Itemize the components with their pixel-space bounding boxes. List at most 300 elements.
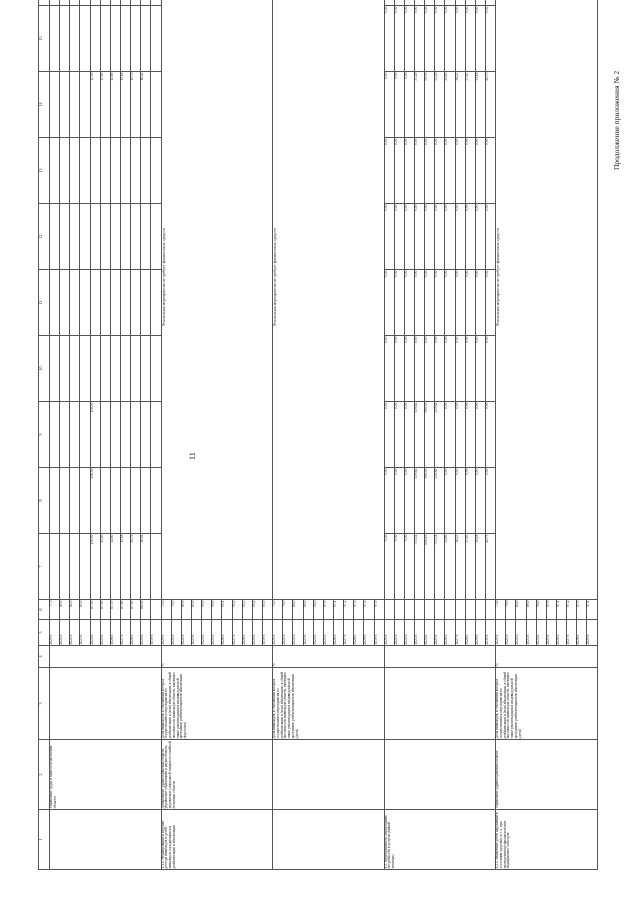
cell-c4: % <box>273 646 385 668</box>
amount-cell: 339,62 <box>435 402 445 468</box>
amount-cell <box>110 0 120 6</box>
continuation-label: Продолжение приложения № 2 <box>612 70 621 170</box>
amount-cell <box>90 336 100 402</box>
amount-cell: 599,05 <box>425 402 435 468</box>
column-header <box>39 0 50 6</box>
amount-cell: 0,00 <box>475 204 485 270</box>
value-cell: 95,0 <box>212 600 222 620</box>
amount-cell: 0,00 <box>404 270 414 336</box>
amount-cell <box>70 402 80 468</box>
amount-cell: 0,00 <box>486 468 496 534</box>
amount-cell <box>110 138 120 204</box>
amount-cell: 37,67 <box>465 534 475 600</box>
amount-cell: 0,00 <box>404 204 414 270</box>
amount-cell <box>151 534 161 600</box>
amount-cell <box>404 0 414 6</box>
amount-cell: 0,00 <box>404 6 414 72</box>
value-cell: 87,50 <box>100 600 110 620</box>
amount-cell: 0,00 <box>465 270 475 336</box>
value-cell: 84,0 <box>516 600 526 620</box>
value-cell: 95,5 <box>262 600 272 620</box>
cell-c1: 1.2. Мероприятия по определению потребности в услугах ранней помощи» <box>384 810 496 870</box>
amount-cell: 0,00 <box>415 204 425 270</box>
value-cell: 89,0 <box>526 600 536 620</box>
amount-cell <box>110 270 120 336</box>
amount-cell <box>131 468 141 534</box>
amount-cell: 0,00 <box>445 402 455 468</box>
year-cell: 2024 г. <box>202 620 212 646</box>
amount-cell <box>50 138 60 204</box>
amount-cell <box>50 270 60 336</box>
amount-cell: 15,18 <box>120 534 130 600</box>
amount-cell <box>110 468 120 534</box>
year-cell: 2021 г. <box>60 620 70 646</box>
amount-cell <box>151 204 161 270</box>
amount-cell: 14,60 <box>110 72 120 138</box>
amount-cell: 373,11 <box>415 534 425 600</box>
amount-cell <box>80 138 90 204</box>
page-number: 11 <box>188 452 197 460</box>
year-cell: 2020 г. <box>161 620 171 646</box>
value-cell: 79,0 <box>506 600 516 620</box>
amount-cell: 0,00 <box>445 138 455 204</box>
year-cell: 2027 г. <box>344 620 354 646</box>
amount-cell <box>70 204 80 270</box>
amount-cell <box>141 6 151 72</box>
amount-cell: 15,79 <box>131 72 141 138</box>
funding-note: Реализация мероприятия не требует финансовых средств <box>273 0 385 600</box>
year-cell: 2023 г. <box>303 620 313 646</box>
amount-cell: 33,49 <box>435 72 445 138</box>
amount-cell <box>384 0 394 6</box>
year-cell: 2030 г. <box>374 620 384 646</box>
amount-cell <box>60 402 70 468</box>
amount-cell <box>120 6 130 72</box>
value-cell <box>425 600 435 620</box>
column-header: 4 <box>39 646 50 668</box>
amount-cell: 0,00 <box>394 204 404 270</box>
amount-cell <box>394 0 404 6</box>
amount-cell <box>455 0 465 6</box>
amount-cell <box>120 138 130 204</box>
amount-cell: 0,00 <box>394 138 404 204</box>
amount-cell <box>50 72 60 138</box>
value-cell: 73,8 <box>496 600 506 620</box>
amount-cell: 15,79 <box>131 534 141 600</box>
amount-cell: 15,18 <box>120 72 130 138</box>
amount-cell: 34,83 <box>445 72 455 138</box>
amount-cell <box>90 204 100 270</box>
amount-cell <box>60 0 70 6</box>
year-cell: 2030 г. <box>262 620 272 646</box>
amount-cell: 0,00 <box>465 468 475 534</box>
year-cell: 2023 г. <box>191 620 201 646</box>
cell-c4: % <box>496 646 598 668</box>
year-cell: 2026 г. <box>110 620 120 646</box>
cell-c3 <box>384 668 496 740</box>
amount-cell <box>445 0 455 6</box>
amount-cell: 0,00 <box>445 6 455 72</box>
column-header: 3 <box>39 668 50 740</box>
cell-c1: 1.2.1. Выявление детей нарушений в состоянии здоровья, в т. ч. при проведении профилактических медицинских осмотров <box>496 810 598 870</box>
amount-cell <box>70 0 80 6</box>
amount-cell <box>131 402 141 468</box>
year-cell: 2020 г. <box>50 620 60 646</box>
value-cell: 90,0 <box>202 600 212 620</box>
year-cell: 2025 г. <box>435 620 445 646</box>
amount-cell: 0,00 <box>384 270 394 336</box>
amount-cell <box>60 270 70 336</box>
amount-cell <box>90 0 100 6</box>
value-cell: 87,50 <box>90 600 100 620</box>
amount-cell: 0,00 <box>394 468 404 534</box>
amount-cell <box>141 402 151 468</box>
table-row <box>161 0 171 870</box>
amount-cell: 0,00 <box>486 204 496 270</box>
value-cell: 85,0 <box>191 600 201 620</box>
value-cell: 97,2 <box>344 600 354 620</box>
amount-cell: 0,00 <box>404 138 414 204</box>
amount-cell: 373,11 <box>435 534 445 600</box>
amount-cell <box>60 6 70 72</box>
amount-cell <box>80 534 90 600</box>
value-cell: 97,3 <box>577 600 587 620</box>
amount-cell: 0,00 <box>394 270 404 336</box>
amount-cell: 36,23 <box>455 72 465 138</box>
amount-cell <box>151 270 161 336</box>
amount-cell: 37,67 <box>465 72 475 138</box>
year-cell: 2020 г. <box>273 620 283 646</box>
amount-cell <box>50 6 60 72</box>
amount-cell: 0,00 <box>465 204 475 270</box>
amount-cell: 0,00 <box>455 468 465 534</box>
amount-cell: 0,00 <box>455 204 465 270</box>
cell-c3: Доля инвалидов, в отношении которых осуществлялись мероприятия по реабилитации и (или) абилитации, в общей численности инвалидов области, имеющих такие рекомендации в индивидуальной программе реабилитации или абилитации (дети) <box>496 668 598 740</box>
amount-cell <box>151 468 161 534</box>
amount-cell <box>120 204 130 270</box>
amount-cell <box>90 6 100 72</box>
cell-c4 <box>384 646 496 668</box>
year-cell: 2022 г. <box>181 620 191 646</box>
year-cell: 2027 г. <box>232 620 242 646</box>
amount-cell <box>60 72 70 138</box>
amount-cell: 0,00 <box>465 138 475 204</box>
value-cell <box>465 600 475 620</box>
value-cell <box>151 600 161 620</box>
amount-cell <box>70 138 80 204</box>
year-cell: 2030 г. <box>151 620 161 646</box>
amount-cell <box>50 336 60 402</box>
amount-cell: 0,00 <box>455 270 465 336</box>
amount-cell: 33,49 <box>415 72 425 138</box>
year-cell: 2021 г. <box>506 620 516 646</box>
cell-c2 <box>384 740 496 810</box>
year-cell: 2028 г. <box>465 620 475 646</box>
value-cell: 97,1 <box>557 600 567 620</box>
year-cell: 2026 г. <box>333 620 343 646</box>
amount-cell <box>151 72 161 138</box>
cell-c1: 1.1.1. Формирование и ведение реестра инвалидов и детей-инвалидов, нуждающихся в реабилитации и абилитации <box>161 810 273 870</box>
year-cell: 2029 г. <box>475 620 485 646</box>
year-cell: 2029 г. <box>252 620 262 646</box>
column-header: 5 <box>39 620 50 646</box>
value-cell: 80,0 <box>181 600 191 620</box>
value-cell: 97,0 <box>323 600 333 620</box>
amount-cell: 0,00 <box>455 6 465 72</box>
year-cell: 2025 г. <box>100 620 110 646</box>
amount-cell <box>100 468 110 534</box>
amount-cell <box>80 468 90 534</box>
amount-cell: 0,00 <box>384 402 394 468</box>
cell-c2: Департамент здравоохранения области, управление образования и науки области, управление социальной защиты и семейной политики области <box>161 740 273 810</box>
amount-cell: 0,00 <box>475 336 485 402</box>
amount-cell: 130,00 <box>90 534 100 600</box>
value-cell: 97,4 <box>587 600 598 620</box>
amount-cell <box>60 534 70 600</box>
amount-cell: 0,00 <box>384 6 394 72</box>
cell-c4: % <box>161 646 273 668</box>
year-cell: 2028 г. <box>354 620 364 646</box>
amount-cell <box>70 72 80 138</box>
amount-cell <box>151 402 161 468</box>
amount-cell <box>70 270 80 336</box>
table-row <box>273 0 283 870</box>
year-cell: 2020 г. <box>496 620 506 646</box>
amount-cell: 0,00 <box>404 468 414 534</box>
column-header: 11 <box>39 270 50 336</box>
value-cell: 95,1 <box>222 600 232 620</box>
value-cell: 79,0 <box>283 600 293 620</box>
column-header: 13 <box>39 138 50 204</box>
funding-note: Реализация мероприятия не требует финансовых средств <box>161 0 273 600</box>
amount-cell: 0,00 <box>486 336 496 402</box>
year-cell: 2022 г. <box>70 620 80 646</box>
amount-cell <box>50 0 60 6</box>
amount-cell <box>60 336 70 402</box>
amount-cell <box>131 270 141 336</box>
amount-cell <box>100 336 110 402</box>
amount-cell <box>131 204 141 270</box>
amount-cell <box>70 336 80 402</box>
value-cell: 97,1 <box>333 600 343 620</box>
value-cell: 87,80 <box>120 600 130 620</box>
amount-cell <box>60 468 70 534</box>
amount-cell: 0,00 <box>404 72 414 138</box>
amount-cell: 0,00 <box>384 204 394 270</box>
value-cell: 97,4 <box>364 600 374 620</box>
year-cell: 2028 г. <box>242 620 252 646</box>
amount-cell <box>100 138 110 204</box>
amount-cell <box>80 402 90 468</box>
value-cell: 94,0 <box>536 600 546 620</box>
amount-cell: 0,00 <box>394 402 404 468</box>
amount-cell <box>415 0 425 6</box>
amount-cell <box>60 138 70 204</box>
year-cell: 2025 г. <box>546 620 556 646</box>
cell-c3: Доля инвалидов, в отношении которых осуществлялись мероприятия по реабилитации и (или) абилитации, в общей численности инвалидов области, имеющих такие рекомендации в индивидуальной программе реабилитации или абилитации (взрослые) <box>161 668 273 740</box>
value-cell <box>455 600 465 620</box>
amount-cell: 0,00 <box>394 534 404 600</box>
column-header: 6 <box>39 600 50 620</box>
amount-cell <box>110 204 120 270</box>
value-cell <box>486 600 496 620</box>
value-cell: 95,3 <box>242 600 252 620</box>
amount-cell: 0,00 <box>445 204 455 270</box>
amount-cell <box>425 0 435 6</box>
amount-cell: 0,00 <box>404 534 414 600</box>
amount-cell <box>141 0 151 6</box>
value-cell: 84,0 <box>293 600 303 620</box>
amount-cell: 0,00 <box>425 138 435 204</box>
amount-cell: 0,00 <box>455 336 465 402</box>
cell-c2 <box>273 740 385 810</box>
amount-cell <box>131 138 141 204</box>
year-cell: 2021 г. <box>283 620 293 646</box>
column-header: 7 <box>39 534 50 600</box>
amount-cell <box>80 6 90 72</box>
year-cell: 2029 г. <box>587 620 598 646</box>
amount-cell <box>120 402 130 468</box>
amount-cell: 0,00 <box>425 270 435 336</box>
value-cell: 95,2 <box>232 600 242 620</box>
amount-cell: 0,00 <box>415 336 425 402</box>
amount-cell: 40,75 <box>486 72 496 138</box>
cell-c2: Управление труда и занятости населения области <box>50 740 162 810</box>
value-cell: 75,0 <box>171 600 181 620</box>
column-header: 12 <box>39 204 50 270</box>
amount-cell <box>465 0 475 6</box>
amount-cell <box>141 138 151 204</box>
amount-cell: 656,10 <box>425 534 435 600</box>
amount-cell <box>110 402 120 468</box>
amount-cell: 0,00 <box>435 336 445 402</box>
amount-cell <box>141 204 151 270</box>
amount-cell <box>151 336 161 402</box>
amount-cell: 0,00 <box>445 468 455 534</box>
cell-c1 <box>273 810 385 870</box>
year-cell: 2028 г. <box>131 620 141 646</box>
amount-cell: 0,00 <box>415 270 425 336</box>
amount-cell: 0,00 <box>415 6 425 72</box>
amount-cell: 0,00 <box>384 138 394 204</box>
table-row <box>496 0 506 870</box>
cell-c1 <box>50 810 162 870</box>
year-cell: 2022 г. <box>404 620 414 646</box>
column-header: 8 <box>39 468 50 534</box>
amount-cell: 36,23 <box>455 534 465 600</box>
amount-cell <box>50 204 60 270</box>
cell-c4 <box>50 646 162 668</box>
year-cell: 2022 г. <box>293 620 303 646</box>
amount-cell <box>80 204 90 270</box>
amount-cell: 16,42 <box>141 534 151 600</box>
value-cell: 85,0 <box>80 600 90 620</box>
amount-cell: 0,00 <box>445 270 455 336</box>
program-table <box>38 0 598 870</box>
amount-cell <box>90 138 100 204</box>
value-cell: 94,0 <box>313 600 323 620</box>
year-cell: 2026 г. <box>222 620 232 646</box>
amount-cell: 0,00 <box>455 138 465 204</box>
amount-cell <box>435 0 445 6</box>
amount-cell: 0,00 <box>486 402 496 468</box>
cell-c3 <box>50 668 162 740</box>
amount-cell <box>100 402 110 468</box>
amount-cell: 339,62 <box>435 468 445 534</box>
value-cell: 77,5 <box>50 600 60 620</box>
amount-cell: 34,83 <box>445 534 455 600</box>
amount-cell: 13,65 <box>100 534 110 600</box>
header-row <box>39 0 50 870</box>
amount-cell: 136,50 <box>90 402 100 468</box>
amount-cell: 0,00 <box>384 72 394 138</box>
amount-cell: 0,00 <box>425 336 435 402</box>
value-cell: 97,0 <box>546 600 556 620</box>
amount-cell: 339,62 <box>415 468 425 534</box>
amount-cell <box>100 6 110 72</box>
amount-cell: 0,00 <box>445 336 455 402</box>
amount-cell <box>110 336 120 402</box>
column-header: 14 <box>39 72 50 138</box>
amount-cell: 0,00 <box>435 204 445 270</box>
amount-cell: 0,00 <box>486 270 496 336</box>
value-cell: 75,0 <box>273 600 283 620</box>
table-row <box>384 0 394 870</box>
value-cell: 95,4 <box>252 600 262 620</box>
amount-cell <box>50 534 60 600</box>
amount-cell: 0,00 <box>384 534 394 600</box>
amount-cell: 59,05 <box>425 72 435 138</box>
column-header: 10 <box>39 336 50 402</box>
value-cell: 89,0 <box>303 600 313 620</box>
amount-cell: 16,42 <box>141 72 151 138</box>
amount-cell <box>100 204 110 270</box>
year-cell: 2030 г. <box>486 620 496 646</box>
cell-c3: Доля инвалидов, в отношении которых осуществлялись мероприятия по реабилитации и (или) абилитации, в общей численности инвалидов области, имеющих такие рекомендации в индивидуальной программе реабилитации или абилитации (дети) <box>273 668 385 740</box>
amount-cell: 0,00 <box>435 6 445 72</box>
year-cell: 2025 г. <box>323 620 333 646</box>
amount-cell <box>151 6 161 72</box>
amount-cell: 14,60 <box>110 534 120 600</box>
amount-cell: 0,00 <box>486 138 496 204</box>
year-cell: 2027 г. <box>120 620 130 646</box>
amount-cell: 0,00 <box>404 336 414 402</box>
amount-cell <box>70 534 80 600</box>
amount-cell: 339,62 <box>415 402 425 468</box>
amount-cell <box>120 336 130 402</box>
amount-cell <box>80 336 90 402</box>
amount-cell: 0,00 <box>465 402 475 468</box>
amount-cell: 0,00 <box>475 270 485 336</box>
column-header: 1 <box>39 810 50 870</box>
amount-cell <box>120 270 130 336</box>
amount-cell: 0,00 <box>415 138 425 204</box>
year-cell: 2025 г. <box>212 620 222 646</box>
amount-cell: 0,00 <box>394 336 404 402</box>
value-cell <box>415 600 425 620</box>
amount-cell <box>141 468 151 534</box>
amount-cell <box>100 270 110 336</box>
amount-cell: 0,00 <box>475 6 485 72</box>
value-cell: 97,3 <box>354 600 364 620</box>
amount-cell <box>110 6 120 72</box>
year-cell: 2026 г. <box>445 620 455 646</box>
year-cell: 2024 г. <box>536 620 546 646</box>
amount-cell: 39,18 <box>475 534 485 600</box>
amount-cell <box>50 468 60 534</box>
amount-cell: 0,00 <box>435 138 445 204</box>
value-cell: 97,5 <box>374 600 384 620</box>
